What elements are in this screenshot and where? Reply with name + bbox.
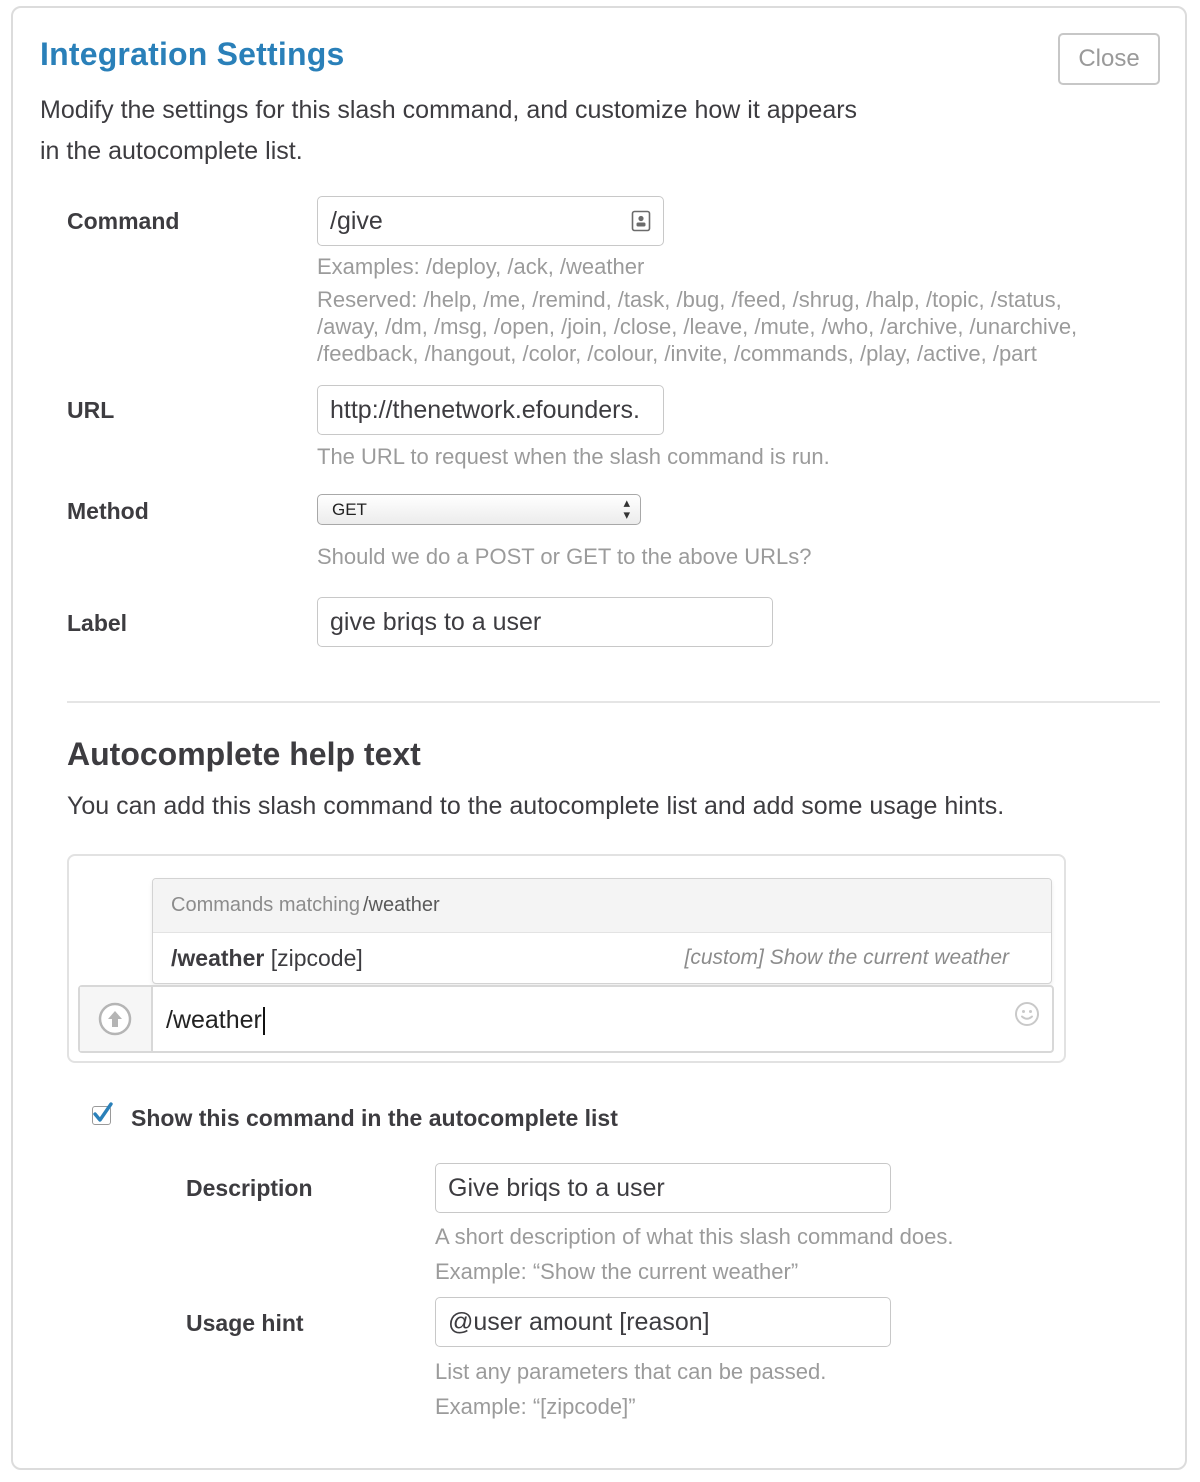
- usage-hint-help-line: List any parameters that can be passed.: [435, 1359, 827, 1384]
- reserved-line: Reserved: /help, /me, /remind, /task, /bug, /feed, /shrug, /halp, /topic, /status,: [317, 287, 1062, 312]
- intro-text: Modify the settings for this slash command, and customize how it appears in the autocomplete list.: [40, 96, 858, 165]
- show-in-autocomplete-label[interactable]: Show this command in the autocomplete list: [131, 1105, 618, 1131]
- description-help-example: Example: “Show the current weather”: [435, 1259, 799, 1284]
- section-divider: [67, 701, 1160, 703]
- select-arrows-icon: ▴ ▾: [623, 495, 630, 522]
- command-reserved: [317, 286, 1177, 367]
- reserved-line: /away, /dm, /msg, /open, /join, /close, /leave, /mute, /who, /archive, /unarchive,: [317, 314, 1078, 339]
- usage-hint-help-example: Example: “[zipcode]”: [435, 1394, 636, 1419]
- autocomplete-header-prefix: Commands matching: [171, 894, 360, 916]
- autocomplete-item-hint: [zipcode]: [270, 945, 363, 971]
- command-input-value: /give: [330, 207, 383, 235]
- label-input-value: give briqs to a user: [330, 608, 542, 636]
- upload-arrow-icon: [98, 1002, 132, 1041]
- url-input-value: http://thenetwork.efounders.: [330, 396, 640, 424]
- text-caret: [263, 1007, 265, 1035]
- usage-hint-label: Usage hint: [186, 1310, 304, 1336]
- message-input-bar[interactable]: [78, 985, 1054, 1053]
- smiley-icon[interactable]: [1014, 1001, 1040, 1032]
- autocomplete-item-name: /weather: [171, 945, 265, 971]
- url-help: The URL to request when the slash command is run.: [317, 444, 830, 469]
- method-label: Method: [67, 498, 149, 524]
- message-input-text: [166, 987, 265, 1053]
- message-input-value: /weather: [166, 1006, 262, 1034]
- description-input-value: Give briqs to a user: [448, 1174, 665, 1202]
- usage-hint-help: [435, 1354, 826, 1424]
- label-field-label: Label: [67, 610, 128, 636]
- description-help: [435, 1219, 953, 1289]
- checkmark-icon: [92, 1101, 114, 1125]
- command-examples: Examples: /deploy, /ack, /weather: [317, 254, 645, 279]
- autocomplete-header: [153, 879, 1051, 933]
- upload-button[interactable]: [80, 987, 153, 1051]
- show-in-autocomplete-checkbox[interactable]: [92, 1106, 111, 1125]
- usage-hint-input[interactable]: [435, 1297, 891, 1347]
- description-help-line: A short description of what this slash command does.: [435, 1224, 954, 1249]
- autocomplete-item-command: [171, 933, 363, 983]
- close-button[interactable]: Close: [1058, 33, 1160, 85]
- command-input[interactable]: [317, 196, 664, 246]
- command-label: Command: [67, 208, 180, 234]
- reserved-line: /feedback, /hangout, /color, /colour, /invite, /commands, /play, /active, /part: [317, 341, 1037, 366]
- page-title: Integration Settings: [40, 36, 345, 72]
- url-label: URL: [67, 397, 115, 423]
- description-input[interactable]: [435, 1163, 891, 1213]
- contact-card-icon[interactable]: [631, 210, 651, 237]
- method-select[interactable]: [317, 494, 641, 525]
- autocomplete-subtitle: You can add this slash command to the autocomplete list and add some usage hints.: [67, 792, 1005, 820]
- autocomplete-item-description: [custom] Show the current weather: [684, 946, 1009, 969]
- url-input[interactable]: [317, 385, 664, 435]
- autocomplete-dropdown: [152, 878, 1052, 984]
- autocomplete-header-query: /weather: [363, 894, 440, 916]
- autocomplete-item[interactable]: [153, 933, 1051, 984]
- autocomplete-heading: Autocomplete help text: [67, 736, 421, 772]
- description-label: Description: [186, 1175, 313, 1201]
- usage-hint-input-value: @user amount [reason]: [448, 1308, 710, 1336]
- label-input[interactable]: [317, 597, 773, 647]
- method-selected-value: GET: [332, 500, 367, 519]
- method-help: Should we do a POST or GET to the above URLs?: [317, 544, 812, 569]
